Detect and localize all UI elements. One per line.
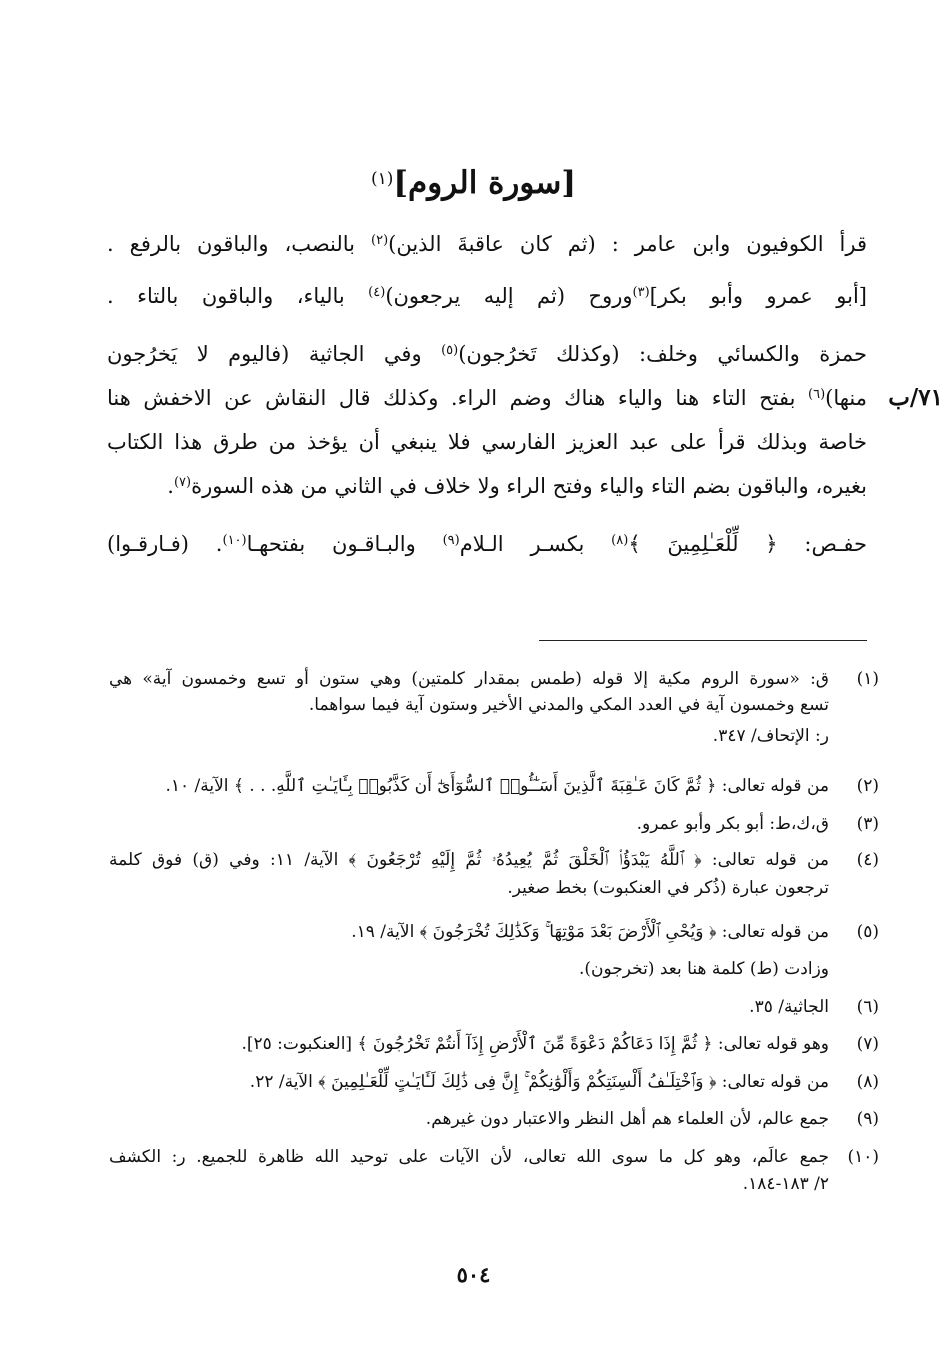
footnote-line: تسع وخمسون آية في العدد المكي والمدني الأخير وستون آية فيما سواهما. — [308, 695, 829, 715]
footnote-number: (٨) — [856, 1072, 879, 1092]
heading-footnote-ref: (١) — [370, 169, 394, 189]
footnote-ref: (٧) — [173, 475, 192, 490]
footnote-line: من قوله تعالى: ﴿ وَٱخْتِلَـٰفُ أَلْسِنَتِكُمْ وَأَلْوَٰنِكُمْ ۚ إِنَّ فِى ذَٰلِكَ لَـَٔايَـٰتٍ لِّلْعَـٰلِمِينَ ﴾ الآية/ ٢٢. — [249, 1072, 829, 1092]
main-text-segment: قرأ الكوفيون وابن عامر : (ثم كان عاقبةَ الذين) — [388, 232, 867, 256]
footnote-text — [109, 772, 829, 800]
surah-heading-text: [سورة الروم] — [393, 165, 577, 201]
footnote — [109, 993, 879, 1021]
main-text-segment: والبـاقـون بفتحهـا — [246, 532, 443, 556]
footnote-text — [109, 810, 829, 838]
main-text-segment: . (فـارقـوا) — [107, 532, 223, 556]
footnote-ref: (٣) — [632, 285, 650, 300]
footnote-ref: (٦) — [808, 387, 826, 402]
footnote — [109, 810, 879, 838]
footnote-line: من قوله تعالى: ﴿ ثُمَّ كَانَ عَـٰقِبَةَ ٱلَّذِينَ أَسَـٰٓـُٔوا۟ ٱلسُّوٓأَىٰٓ أَن كَذَّبُوا۟ بِـَٔايَـٰتِ ٱللَّهِ. . . ﴾ الآية/ ١٠. — [165, 776, 829, 796]
main-text-segment: بغيره، والباقون بضم التاء والياء وفتح الراء ولا خلاف في الثاني من هذه السورة — [191, 474, 867, 498]
footnote-ref: (٤) — [368, 285, 386, 300]
main-text-line — [107, 276, 867, 316]
main-text-segment: حمزة والكسائي وخلف: (وكذلك تَخرُجون) — [458, 342, 867, 366]
footnote — [109, 1030, 879, 1058]
footnote-ref: (٩) — [442, 533, 460, 548]
footnote-line: ر: الإتحاف/ ٣٤٧. — [712, 726, 829, 746]
footnote-text — [109, 1143, 829, 1198]
main-text-segment: منها) — [825, 386, 867, 410]
main-text-segment: بفتح التاء هنا والياء هناك وضم الراء. وكذلك قال النقاش عن الاخفش هنا — [107, 386, 808, 410]
main-text-line — [107, 378, 867, 418]
footnote-number: (١٠) — [847, 1147, 879, 1167]
footnote-text — [109, 918, 829, 983]
main-text-line — [107, 466, 867, 506]
surah-heading — [0, 158, 947, 208]
footnote-text — [109, 1030, 829, 1058]
main-text-segment: . — [167, 474, 174, 498]
footnote-number: (١) — [856, 669, 879, 689]
main-text-segment: بالنصب، والباقون بالرفع . — [107, 232, 371, 256]
manuscript-folio-marker: ٧١/ب — [888, 384, 943, 411]
main-text-segment: خاصة وبذلك قرأ على عبد العزيز الفارسي فلا ينبغي أن يؤخذ من طرق هذا الكتاب — [107, 430, 867, 454]
footnote-line: ترجعون عبارة (ذُكر في العنكبوت) بخط صغير. — [507, 878, 829, 898]
footnote — [109, 665, 879, 750]
footnote-ref: (٢) — [371, 233, 389, 248]
footnote-line: من قوله تعالى: ﴿ وَيُحْىِ ٱلْأَرْضَ بَعْدَ مَوْتِهَا ۚ وَكَذَٰلِكَ تُخْرَجُونَ ﴾ الآية/ ١٩. — [351, 922, 829, 942]
footnote-line: من قوله تعالى: ﴿ ٱللَّهُ يَبْدَؤُا۟ ٱلْخَلْقَ ثُمَّ يُعِيدُهُۥ ثُمَّ إِلَيْهِ تُرْجَعُونَ ﴾ الآية/ ١١: وفي (ق) فوق كلمة — [109, 850, 829, 870]
footnote-text — [109, 665, 829, 750]
footnote-number: (٢) — [856, 776, 879, 796]
footnote-line: ٢/ ١٨٣-١٨٤. — [742, 1174, 829, 1194]
main-text-line — [107, 334, 867, 374]
footnote-number: (٤) — [856, 850, 879, 870]
footnote-line: وزادت (ط) كلمة هنا بعد (تخرجون). — [578, 959, 829, 979]
main-text-segment: بالياء، والباقون بالتاء . — [107, 284, 369, 308]
main-text-segment: وروح (ثم إليه يرجعون) — [385, 284, 633, 308]
footnote-line: الجاثية/ ٣٥. — [749, 997, 829, 1017]
footnote-line: ق،ك،ط: أبو بكر وأبو عمرو. — [636, 814, 829, 834]
footnote-line: ق: «سورة الروم مكية إلا قوله (طمس بمقدار كلمتين) وهي ستون أو تسع وخمسون آية» هي — [109, 669, 829, 689]
main-text-line — [107, 524, 867, 564]
footnote — [109, 1068, 879, 1096]
main-text-segment: [أبو عمرو وأبو بكر] — [649, 284, 867, 308]
footnote — [109, 846, 879, 902]
main-text-line — [107, 224, 867, 264]
footnote-separator — [539, 640, 867, 641]
footnote-text — [109, 1068, 829, 1096]
main-text-line — [107, 422, 867, 462]
main-text-segment: حفـص: ﴿ لِّلْعَـٰلِمِينَ ﴾ — [628, 532, 867, 556]
footnote-number: (٣) — [856, 814, 879, 834]
footnote-number: (٦) — [856, 997, 879, 1017]
footnote-number: (٩) — [856, 1109, 879, 1129]
footnote-line: وهو قوله تعالى: ﴿ ثُمَّ إِذَا دَعَاكُمْ دَعْوَةً مِّنَ ٱلْأَرْضِ إِذَآ أَنتُمْ تَخْرُجُونَ ﴾ [العنكبوت: ٢٥]. — [241, 1034, 829, 1054]
main-text-segment: بكسـر الـلام — [459, 532, 612, 556]
footnote-text — [109, 993, 829, 1021]
main-text-segment: وفي الجاثية (فاليوم لا يَخرُجون — [107, 342, 442, 366]
footnote-line: جمع عالم، لأن العلماء هم أهل النظر والاعتبار دون غيرهم. — [425, 1109, 829, 1129]
footnote-ref: (٥) — [441, 343, 459, 358]
footnote — [109, 1143, 879, 1198]
footnote-number: (٧) — [856, 1034, 879, 1054]
page-number: ٥٠٤ — [456, 1262, 491, 1287]
footnote-text — [109, 1105, 829, 1133]
footnote — [109, 918, 879, 983]
footnote-text — [109, 846, 829, 902]
footnote-line: جمع عالَم، وهو كل ما سوى الله تعالى، لأن الآيات على توحيد الله ظاهرة للجميع. ر: الكشف — [109, 1147, 829, 1167]
footnote — [109, 772, 879, 800]
footnote-ref: (٨) — [611, 533, 629, 548]
footnote-ref: (١٠) — [222, 533, 247, 548]
footnote — [109, 1105, 879, 1133]
footnote-number: (٥) — [856, 922, 879, 942]
